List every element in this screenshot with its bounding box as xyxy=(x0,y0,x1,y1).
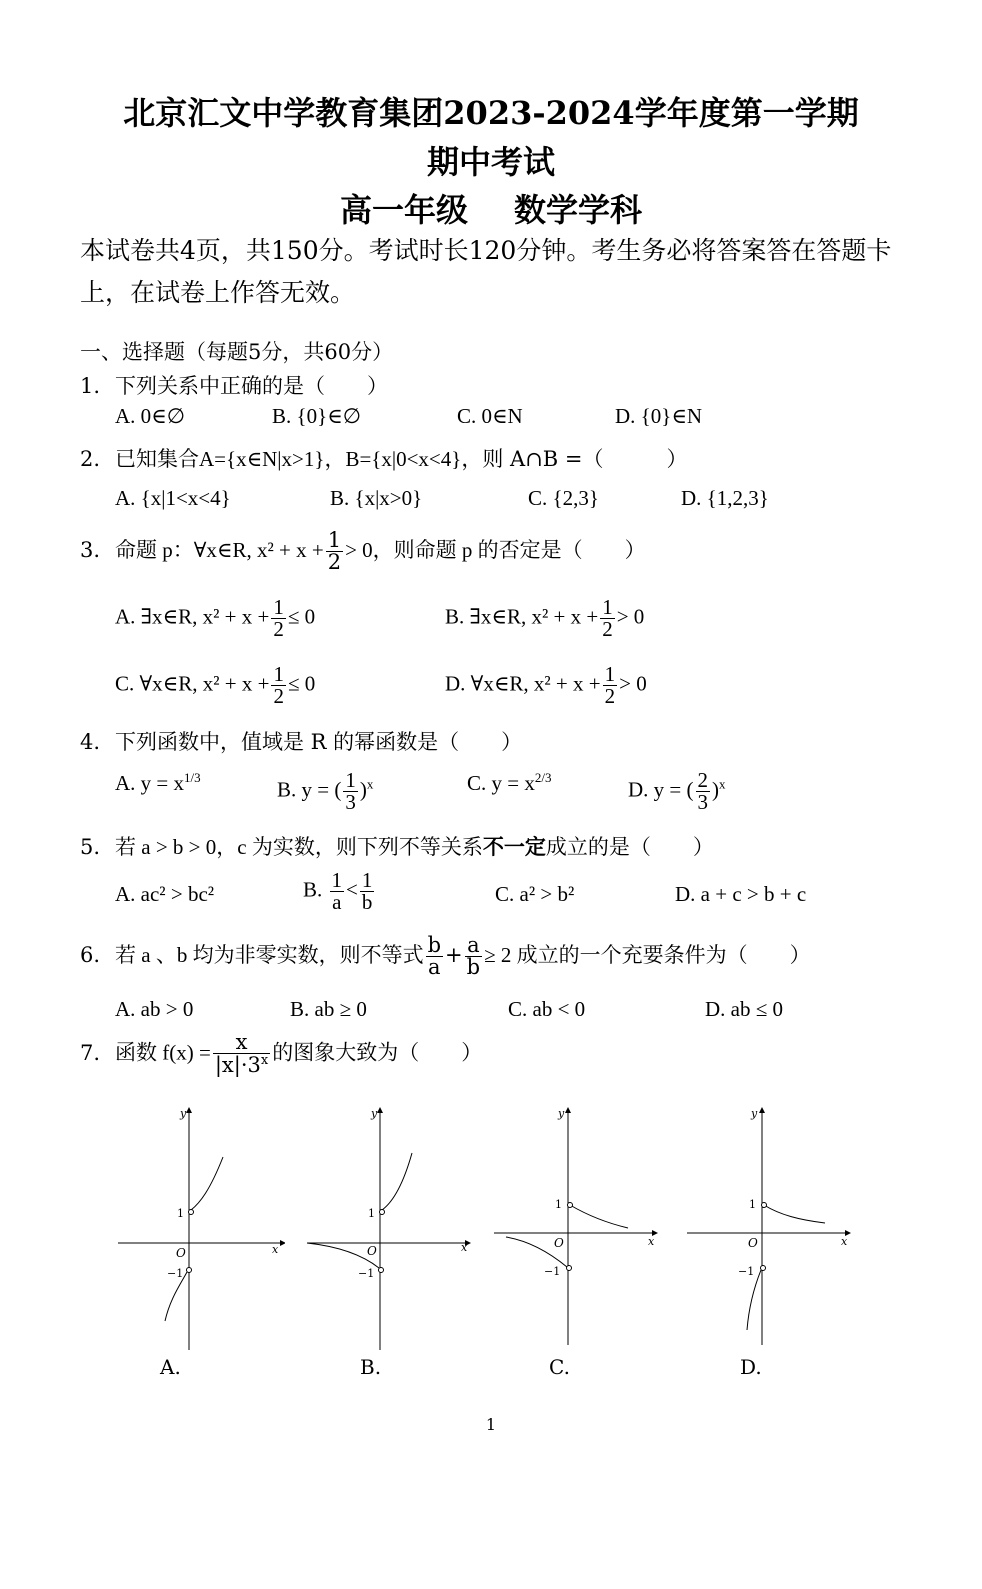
option-d: D. {1,2,3} xyxy=(681,486,769,510)
numerator: 1 xyxy=(331,868,343,892)
separator: ， xyxy=(324,447,346,471)
graph-b-label: B. xyxy=(360,1355,382,1379)
denominator: 3 xyxy=(697,790,709,814)
numerator: 1 xyxy=(361,868,373,892)
origin-label: O xyxy=(176,1246,186,1260)
emphasis-text: 不一定 xyxy=(482,834,546,859)
denominator: 2 xyxy=(273,684,284,708)
question-stem: 下列关系中正确的是（ ） xyxy=(115,374,388,398)
numerator: 1 xyxy=(604,662,616,686)
numerator: 1 xyxy=(602,595,613,619)
x-axis-label: x xyxy=(841,1235,848,1248)
tick-neg-label: −1 xyxy=(358,1267,375,1280)
option-b-text: B. xyxy=(303,877,323,902)
fraction xyxy=(213,1032,270,1076)
exam-title: 北京汇文中学教育集团2023-2024学年度第一学期 xyxy=(123,94,859,132)
tick-pos-label: 1 xyxy=(368,1207,375,1220)
option-a-text: A. y = x xyxy=(115,771,185,795)
graph-a-plot xyxy=(100,1105,285,1355)
numerator: 1 xyxy=(273,595,284,619)
tick-neg-label: −1 xyxy=(738,1265,755,1278)
denominator-text: |x|·3 xyxy=(214,1053,261,1077)
option-d xyxy=(628,770,726,813)
question-stem-tail: > 0，则命题 p 的否定是（ ） xyxy=(345,538,646,562)
option-b: B. {0}∈∅ xyxy=(272,404,362,428)
y-axis-label: y xyxy=(751,1107,758,1120)
numerator: 1 xyxy=(273,662,284,686)
y-axis-label: y xyxy=(558,1107,565,1120)
question-stem-tail: ，则 A∩B =（ ） xyxy=(461,447,688,471)
question-stem-tail: 的图象大致为（ ） xyxy=(272,1040,483,1065)
denominator: a xyxy=(428,955,441,979)
option-a xyxy=(115,597,315,640)
question-stem: 函数 f(x) = xyxy=(115,1040,211,1065)
graph-a-label: A. xyxy=(160,1355,181,1379)
set-b: B={x|0<x<4} xyxy=(345,447,462,471)
numerator: 1 xyxy=(327,528,342,552)
option-b xyxy=(277,770,373,813)
x-axis-label: x xyxy=(272,1243,279,1256)
question-stem: 下列函数中，值域是 R 的幂函数是（ ） xyxy=(115,730,523,754)
option-b xyxy=(445,597,644,640)
paren: ) xyxy=(359,777,367,802)
graph-c xyxy=(492,1105,677,1385)
x-axis-label: x xyxy=(648,1235,655,1248)
graph-d-label: D. xyxy=(740,1355,762,1379)
graph-d-plot xyxy=(685,1105,870,1355)
option-c: C. ab < 0 xyxy=(508,997,586,1021)
fraction xyxy=(426,935,443,978)
graph-b-plot xyxy=(305,1105,490,1355)
question-number: 2. xyxy=(80,447,101,471)
fraction xyxy=(271,597,286,640)
question-number: 6. xyxy=(80,943,101,967)
fraction xyxy=(696,770,711,813)
exponent: 2/3 xyxy=(534,770,552,785)
option-a: A. ac² > bc² xyxy=(115,882,215,906)
question-number: 7. xyxy=(80,1040,101,1065)
instructions: 本试卷共4页，共150分。考试时长120分钟。考生务必将答案答在答题卡上，在试卷上作答无效。 xyxy=(80,236,892,307)
denominator: 2 xyxy=(327,550,342,574)
graph-b xyxy=(305,1105,490,1385)
tick-pos-label: 1 xyxy=(177,1207,184,1220)
option-a xyxy=(115,770,201,796)
origin-label: O xyxy=(367,1244,377,1258)
tick-neg-label: −1 xyxy=(167,1267,184,1280)
question-stem: 命题 p：∀x∈R, x² + x + xyxy=(115,538,324,562)
numerator: b xyxy=(427,933,442,957)
less-than: < xyxy=(346,877,358,902)
option-d-text: D. ∀x∈R, x² + x + xyxy=(445,671,601,696)
set-a: A={x∈N|x>1} xyxy=(199,447,325,471)
exponent: x xyxy=(260,1053,269,1068)
question-3 xyxy=(80,530,646,573)
numerator: 2 xyxy=(697,768,709,792)
exam-subtitle: 期中考试 xyxy=(426,143,555,181)
denominator: 2 xyxy=(602,617,613,641)
question-number: 3. xyxy=(80,538,101,562)
graph-c-label: C. xyxy=(549,1355,570,1379)
tick-pos-label: 1 xyxy=(555,1198,562,1211)
option-b-text: B. ∃x∈R, x² + x + xyxy=(445,604,599,629)
option-d xyxy=(445,664,647,707)
question-stem: 已知集合 xyxy=(115,447,199,471)
option-c: C. {2,3} xyxy=(528,486,599,510)
denominator: 3 xyxy=(345,790,356,814)
plus-sign: + xyxy=(445,943,463,967)
option-b: B. ab ≥ 0 xyxy=(290,997,367,1021)
option-c: C. a² > b² xyxy=(495,882,575,906)
option-a-tail: ≤ 0 xyxy=(287,604,316,629)
option-b xyxy=(303,870,376,913)
tick-pos-label: 1 xyxy=(749,1198,756,1211)
fraction xyxy=(600,597,615,640)
numerator: 1 xyxy=(345,768,356,792)
title-block xyxy=(0,88,982,234)
option-d: D. ab ≤ 0 xyxy=(705,997,784,1021)
option-c xyxy=(467,770,551,796)
option-a: A. ab > 0 xyxy=(115,997,194,1021)
grade-label: 高一年级 xyxy=(339,191,468,229)
fraction xyxy=(330,870,345,913)
question-stem-tail: 成立的是（ ） xyxy=(545,835,714,859)
fraction xyxy=(603,664,618,707)
fraction xyxy=(326,530,343,573)
question-number: 4. xyxy=(80,730,101,754)
exponent: 1/3 xyxy=(184,770,201,785)
denominator: 2 xyxy=(604,684,616,708)
denominator: a xyxy=(332,890,342,914)
option-d-tail: > 0 xyxy=(619,671,647,696)
option-b-tail: > 0 xyxy=(616,604,645,629)
option-d: D. {0}∈N xyxy=(615,404,703,428)
question-number: 5. xyxy=(80,835,101,859)
question-5 xyxy=(80,831,714,861)
exponent: x xyxy=(366,776,374,792)
denominator xyxy=(213,1054,270,1076)
question-stem: 若 a > b > 0，c 为实数，则下列不等关系 xyxy=(115,835,483,859)
question-stem: 若 a 、b 均为非零实数，则不等式 xyxy=(115,943,424,967)
question-4 xyxy=(80,726,522,756)
page-number: 1 xyxy=(485,1415,497,1434)
origin-label: O xyxy=(554,1236,564,1250)
option-b: B. {x|x>0} xyxy=(330,486,423,510)
y-axis-label: y xyxy=(180,1107,187,1120)
option-c-text: C. ∀x∈R, x² + x + xyxy=(115,671,270,696)
graph-d xyxy=(685,1105,870,1385)
question-1 xyxy=(80,370,388,400)
y-axis-label: y xyxy=(371,1107,378,1120)
question-number: 1. xyxy=(80,374,101,398)
question-6 xyxy=(80,935,811,978)
question-stem-tail: ≥ 2 成立的一个充要条件为（ ） xyxy=(484,943,811,967)
question-2 xyxy=(80,443,687,473)
option-b-text: B. y = ( xyxy=(277,777,342,802)
exponent: x xyxy=(719,776,726,792)
fraction xyxy=(360,870,375,913)
paren: ) xyxy=(712,777,720,802)
tick-neg-label: −1 xyxy=(544,1265,561,1278)
answer-graphs xyxy=(100,1105,880,1385)
fraction xyxy=(271,664,286,707)
question-7 xyxy=(80,1032,482,1076)
option-a: A. {x|1<x<4} xyxy=(115,486,231,510)
exam-grade-subject xyxy=(0,186,982,234)
section-heading: 一、选择题（每题5分，共60分） xyxy=(80,340,394,364)
option-c-text: C. y = x xyxy=(467,771,535,795)
fraction xyxy=(465,935,482,978)
option-a: A. 0∈∅ xyxy=(115,404,186,428)
numerator: x xyxy=(213,1032,270,1054)
denominator: b xyxy=(361,890,373,914)
numerator: a xyxy=(465,935,482,957)
option-d-text: D. y = ( xyxy=(628,777,694,802)
denominator: b xyxy=(466,955,481,979)
fraction xyxy=(343,770,358,813)
option-c-tail: ≤ 0 xyxy=(287,671,316,696)
option-a-text: A. ∃x∈R, x² + x + xyxy=(115,604,270,629)
graph-c-plot xyxy=(492,1105,677,1355)
x-axis-label: x xyxy=(461,1241,468,1254)
option-c: C. 0∈N xyxy=(457,404,523,428)
denominator: 2 xyxy=(273,617,284,641)
subject-label: 数学学科 xyxy=(514,191,643,229)
origin-label: O xyxy=(748,1236,758,1250)
option-c xyxy=(115,664,315,707)
option-d: D. a + c > b + c xyxy=(675,882,807,906)
graph-a xyxy=(100,1105,285,1385)
